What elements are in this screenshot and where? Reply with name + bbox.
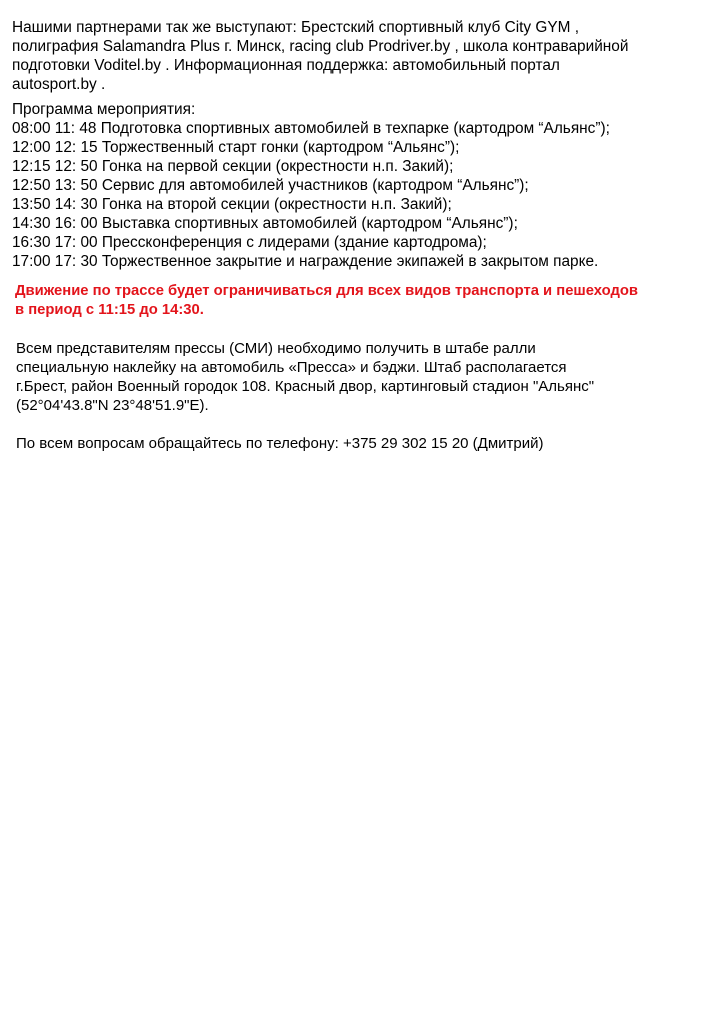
program-section: [12, 100, 720, 271]
press-info-paragraph: [12, 339, 720, 415]
schedule-item: 12:50 13: 50 Сервис для автомобилей участников (картодром “Альянс”);: [12, 177, 529, 194]
schedule-item: 08:00 11: 48 Подготовка спортивных автомобилей в техпарке (картодром “Альянс”);: [12, 120, 610, 137]
schedule-item: 17:00 17: 30 Торжественное закрытие и награждение экипажей в закрытом парке.: [12, 253, 599, 270]
traffic-warning-line: Движение по трассе будет ограничиваться для всех видов транспорта и пешеходов: [15, 283, 639, 299]
press-info-line: специальную наклейку на автомобиль «Пресса» и бэджи. Штаб располагается: [16, 359, 567, 376]
schedule-item: 16:30 17: 00 Прессконференция с лидерами (здание картодрома);: [12, 234, 487, 251]
schedule-item: 14:30 16: 00 Выставка спортивных автомобилей (картодром “Альянс”);: [12, 215, 518, 232]
partners-line: autosport.by .: [12, 76, 106, 93]
document-page: [12, 18, 720, 453]
partners-line: Нашими партнерами так же выступают: Брестский спортивный клуб City GYM ,: [12, 19, 579, 36]
contact-line: По всем вопросам обращайтесь по телефону: +375 29 302 15 20 (Дмитрий): [16, 435, 544, 452]
traffic-warning-line: в период с 11:15 до 14:30.: [15, 302, 204, 318]
schedule-item: 12:00 12: 15 Торжественный старт гонки (картодром “Альянс”);: [12, 139, 460, 156]
press-info-line: г.Брест, район Военный городок 108. Красный двор, картинговый стадион "Альянс": [16, 378, 595, 395]
partners-line: полиграфия Salamandra Plus г. Минск, racing club Prodriver.by , школа контраварийной: [12, 38, 629, 55]
partners-paragraph: [12, 18, 720, 94]
partners-line: подготовки Voditel.by . Информационная поддержка: автомобильный портал: [12, 57, 560, 74]
schedule-item: 12:15 12: 50 Гонка на первой секции (окрестности н.п. Закий);: [12, 158, 454, 175]
traffic-warning: [12, 282, 720, 320]
schedule-item: 13:50 14: 30 Гонка на второй секции (окрестности н.п. Закий);: [12, 196, 452, 213]
press-info-line: Всем представителям прессы (СМИ) необходимо получить в штабе ралли: [16, 340, 536, 357]
press-info-line: (52°04'43.8"N 23°48'51.9"E).: [16, 397, 209, 414]
program-title: Программа мероприятия:: [12, 101, 196, 118]
